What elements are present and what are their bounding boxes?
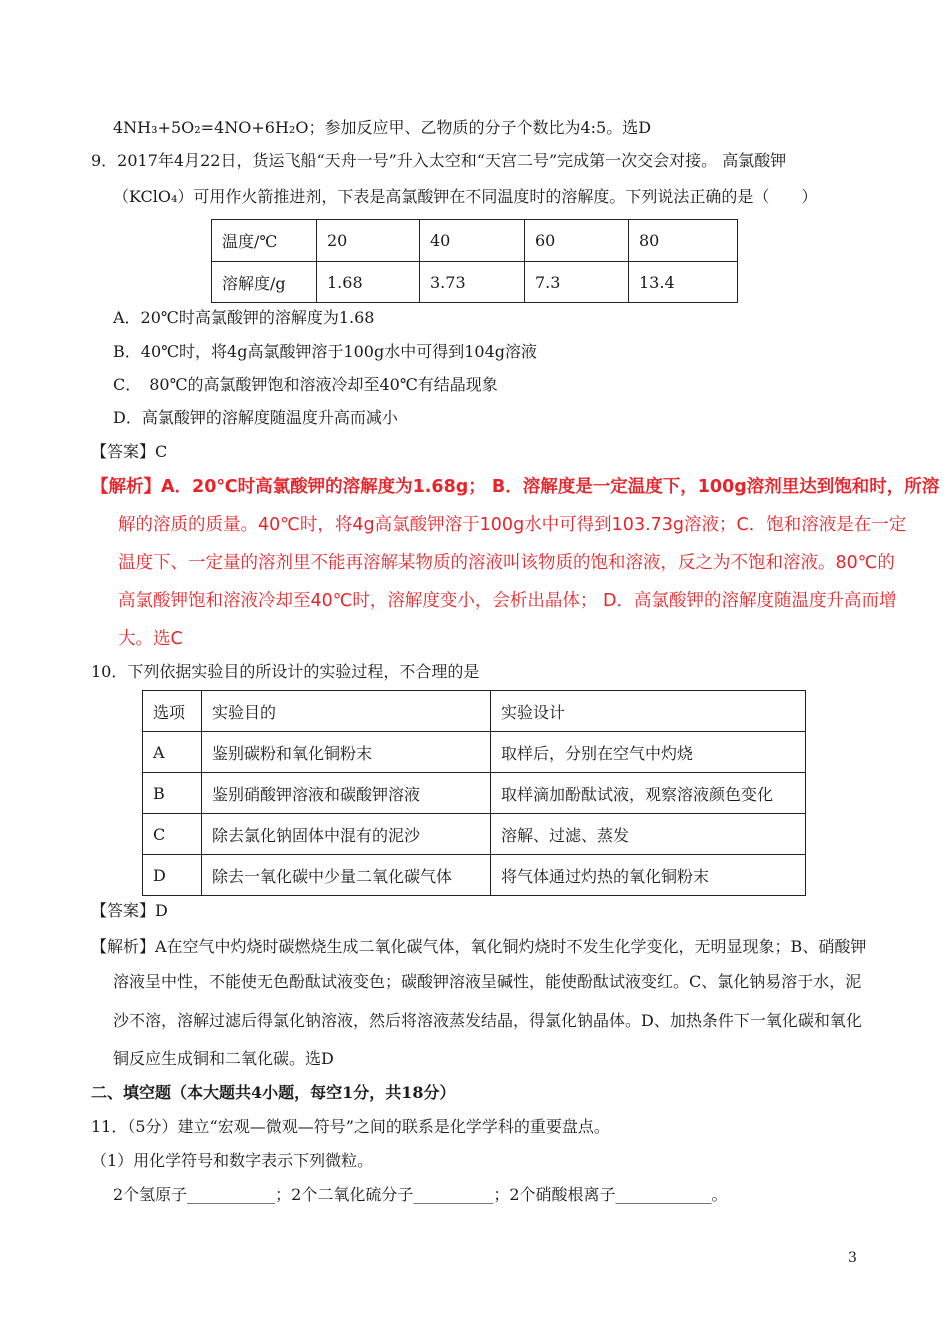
q9-option-a: A．20℃时高氯酸钾的溶解度为1.68 — [113, 308, 375, 327]
q9-cell: 3.73 — [420, 262, 525, 303]
q9-option-d: D．高氯酸钾的溶解度随温度升高而减小 — [113, 408, 398, 427]
q10-analysis-line2: 溶液呈中性，不能使无色酚酞试液变色；碳酸钾溶液呈碱性，能使酚酞试液变红。C、氯化钠易溶于水，泥 — [113, 972, 862, 991]
q10-experiment-table — [142, 690, 806, 896]
q9-cell: 1.68 — [317, 262, 420, 303]
q10-cell-purpose: 鉴别碳粉和氧化铜粉末 — [202, 732, 491, 773]
q9-analysis-line3: 温度下、一定量的溶剂里不能再溶解某物质的溶液叫该物质的饱和溶液，反之为不饱和溶液。80℃的 — [118, 553, 895, 573]
q9-option-c: C． 80℃的高氯酸钾饱和溶液冷却至40℃有结晶现象 — [113, 375, 498, 394]
q10-cell-design: 取样滴加酚酞试液，观察溶液颜色变化 — [491, 773, 806, 814]
prev-equation-line: 4NH₃+5O₂=4NO+6H₂O；参加反应甲、乙物质的分子个数比为4:5。选D — [113, 118, 652, 137]
q9-analysis-line1: 【解析】A．20℃时高氯酸钾的溶解度为1.68g； B．溶解度是一定温度下，100g溶剂里达到饱和时，所溶 — [91, 477, 940, 497]
q10-cell-purpose: 除去一氧化碳中少量二氧化碳气体 — [202, 855, 491, 896]
q9-solubility-table — [211, 219, 738, 303]
q10-cell-option: C — [143, 814, 202, 855]
q10-cell-design: 溶解、过滤、蒸发 — [491, 814, 806, 855]
q10-cell-purpose: 除去氯化钠固体中混有的泥沙 — [202, 814, 491, 855]
q9-analysis-line2: 解的溶质的质量。40℃时，将4g高氯酸钾溶于100g水中可得到103.73g溶液；C．饱和溶液是在一定 — [118, 515, 907, 535]
section2-title: 二、填空题（本大题共4小题，每空1分，共18分） — [91, 1083, 456, 1102]
q9-analysis-line5: 大。选C — [118, 629, 183, 649]
q10-answer: 【答案】D — [91, 901, 168, 920]
q10-cell-purpose: 鉴别硝酸钾溶液和碳酸钾溶液 — [202, 773, 491, 814]
q10-cell-option: D — [143, 855, 202, 896]
q11-sub1: （1）用化学符号和数字表示下列微粒。 — [91, 1151, 374, 1170]
q10-cell-option: B — [143, 773, 202, 814]
q9-cell-temp-label: 温度/℃ — [212, 220, 317, 262]
q9-cell-solubility-label: 溶解度/g — [212, 262, 317, 303]
q9-stem-line1: 9．2017年4月22日，货运飞船“天舟一号”升入太空和“天宫二号”完成第一次交会对接。 高氯酸钾 — [91, 151, 787, 170]
q9-cell: 13.4 — [629, 262, 738, 303]
q9-cell: 80 — [629, 220, 738, 262]
q11-blanks: 2个氢原子___________；2个二氧化硫分子__________；2个硝酸根离子____________。 — [113, 1185, 728, 1204]
q11-stem: 11．（5分）建立“宏观—微观—符号”之间的联系是化学学科的重要盘点。 — [91, 1117, 610, 1136]
q10-analysis-line3: 沙不溶，溶解过滤后得氯化钠溶液，然后将溶液蒸发结晶，得氯化钠晶体。D、加热条件下一氧化碳和氧化 — [113, 1011, 862, 1030]
q9-answer: 【答案】C — [91, 442, 168, 461]
q9-stem-line2: （KClO₄）可用作火箭推进剂，下表是高氯酸钾在不同温度时的溶解度。下列说法正确的是（ ） — [113, 187, 818, 206]
q9-cell: 60 — [525, 220, 629, 262]
q10-cell-design: 取样后，分别在空气中灼烧 — [491, 732, 806, 773]
q10-header-purpose: 实验目的 — [202, 691, 491, 732]
q10-analysis-line4: 铜反应生成铜和二氧化碳。选D — [113, 1049, 334, 1068]
q10-cell-option: A — [143, 732, 202, 773]
q9-cell: 40 — [420, 220, 525, 262]
q9-analysis-line4: 高氯酸钾饱和溶液冷却至40℃时，溶解度变小，会析出晶体； D．高氯酸钾的溶解度随温度升高而增 — [118, 591, 897, 611]
q10-cell-design: 将气体通过灼热的氧化铜粉末 — [491, 855, 806, 896]
q9-cell: 7.3 — [525, 262, 629, 303]
q10-header-design: 实验设计 — [491, 691, 806, 732]
q10-analysis-line1: 【解析】A在空气中灼烧时碳燃烧生成二氧化碳气体，氧化铜灼烧时不发生化学变化，无明显现象；B、硝酸钾 — [91, 937, 867, 956]
q9-option-b: B．40℃时，将4g高氯酸钾溶于100g水中可得到104g溶液 — [113, 342, 538, 361]
q9-cell: 20 — [317, 220, 420, 262]
q10-header-option: 选项 — [143, 691, 202, 732]
q10-stem: 10．下列依据实验目的所设计的实验过程，不合理的是 — [91, 662, 480, 681]
page-number: 3 — [848, 1250, 857, 1266]
